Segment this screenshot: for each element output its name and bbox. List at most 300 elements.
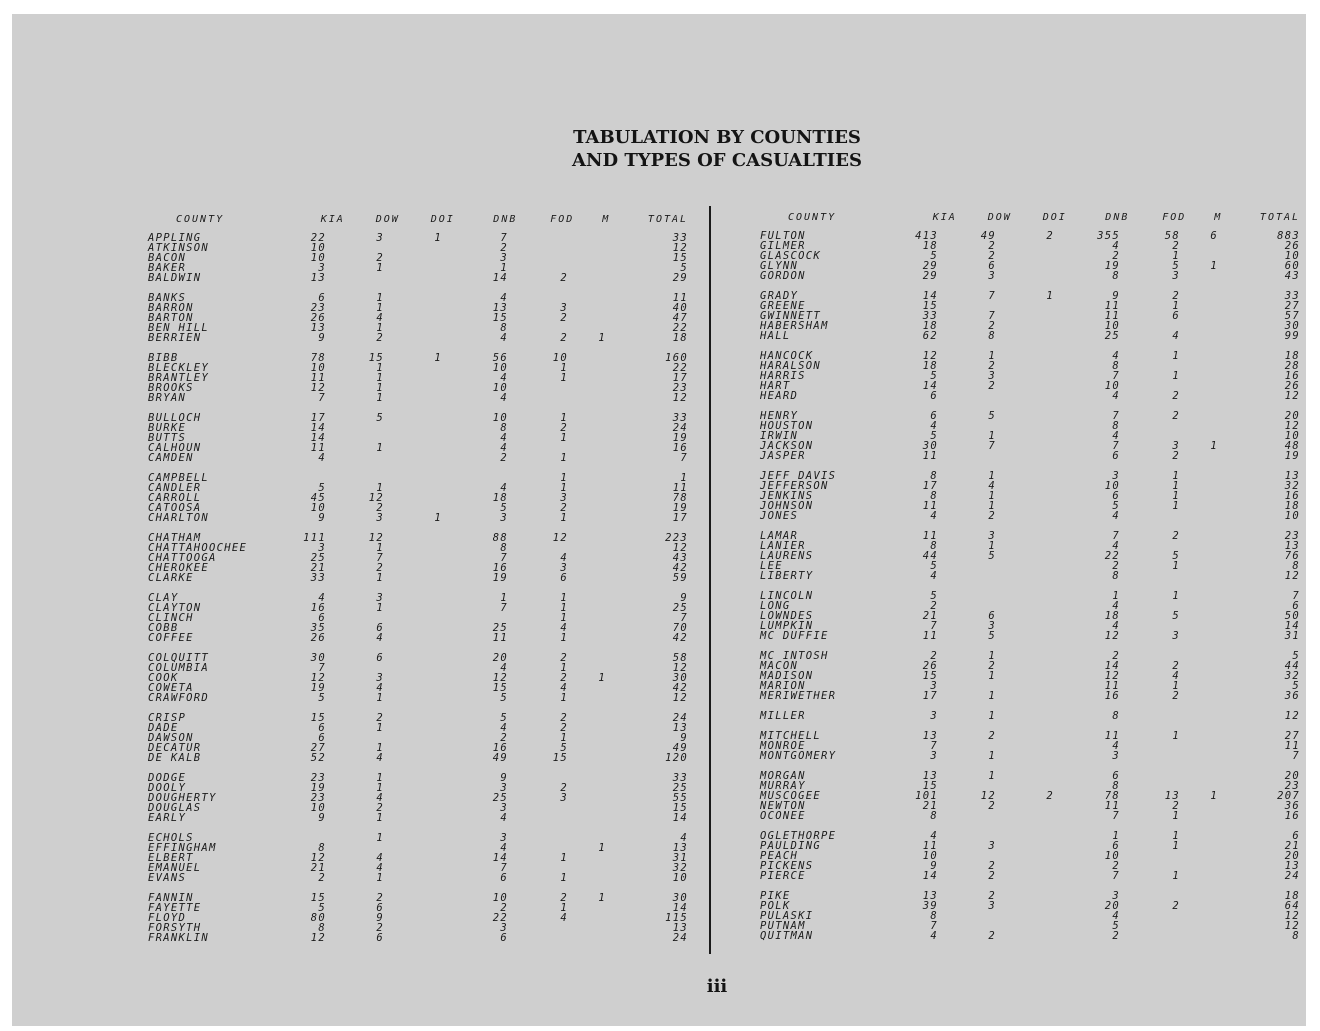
cell-dow: 7 [988, 290, 996, 302]
cell-kia: 12 [310, 382, 326, 394]
cell-dnb: 8 [500, 322, 508, 334]
cell-kia: 11 [310, 372, 326, 384]
cell-fod: 1 [1172, 300, 1180, 312]
table-row [148, 623, 688, 633]
cell-m [568, 443, 606, 453]
cell-dnb: 2 [1112, 650, 1120, 662]
cell-kia: 6 [318, 732, 326, 744]
cell-doi [996, 551, 1054, 561]
cell-m [1180, 751, 1218, 761]
column-header-kia: KIA [320, 214, 345, 225]
county-name: BARTON [148, 312, 194, 324]
cell-total: 7 [1292, 590, 1300, 602]
table-row [760, 781, 1300, 791]
cell-fod [508, 863, 568, 873]
cell-doi [996, 921, 1054, 931]
cell-dow: 1 [988, 670, 996, 682]
cell-doi [996, 571, 1054, 581]
cell-kia: 29 [922, 270, 938, 282]
cell-kia: 14 [922, 290, 938, 302]
table-row [760, 311, 1300, 321]
cell-total: 18 [1284, 890, 1300, 902]
cell-dnb: 3 [500, 922, 508, 934]
county-name: BLECKLEY [148, 362, 209, 374]
cell-dow: 1 [376, 392, 384, 404]
cell-dow: 2 [376, 802, 384, 814]
cell-kia: 19 [310, 782, 326, 794]
cell-total: 8 [1292, 930, 1300, 942]
cell-kia: 44 [922, 550, 938, 562]
cell-m [1180, 491, 1218, 501]
cell-fod: 2 [560, 332, 568, 344]
cell-fod: 1 [560, 412, 568, 424]
cell-dow [938, 911, 996, 921]
table-row [148, 393, 688, 403]
cell-total: 7 [680, 452, 688, 464]
cell-m: 1 [1210, 260, 1218, 272]
cell-fod [508, 933, 568, 943]
cell-dnb: 4 [1112, 430, 1120, 442]
cell-dnb: 56 [492, 352, 508, 364]
table-row [148, 293, 688, 303]
cell-dnb: 25 [1104, 330, 1120, 342]
cell-m [568, 503, 606, 513]
cell-doi [996, 511, 1054, 521]
cell-total: 4 [680, 832, 688, 844]
cell-m [568, 453, 606, 463]
cell-doi [384, 653, 442, 663]
cell-dow [938, 571, 996, 581]
column-header-total: TOTAL [1259, 212, 1301, 223]
cell-dnb: 14 [492, 852, 508, 864]
county-name: LIBERTY [760, 570, 814, 582]
cell-total: 43 [672, 552, 688, 564]
cell-kia: 7 [930, 920, 938, 932]
table-row [760, 411, 1300, 421]
cell-total: 20 [1284, 850, 1300, 862]
county-name: JEFF DAVIS [760, 470, 837, 482]
cell-total: 23 [1284, 780, 1300, 792]
cell-total: 26 [1284, 380, 1300, 392]
table-row [760, 511, 1300, 521]
county-name: LONG [760, 600, 791, 612]
cell-dnb: 12 [1104, 670, 1120, 682]
cell-doi [384, 563, 442, 573]
county-name: GRADY [760, 290, 799, 302]
cell-dow [938, 741, 996, 751]
cell-fod [1120, 771, 1180, 781]
county-name: CARROLL [148, 492, 202, 504]
county-group [760, 651, 1300, 701]
cell-fod: 1 [560, 592, 568, 604]
cell-m [1180, 481, 1218, 491]
table-row [760, 451, 1300, 461]
table-row [148, 893, 688, 903]
cell-fod: 3 [1172, 440, 1180, 452]
cell-total: 16 [1284, 810, 1300, 822]
cell-m [568, 493, 606, 503]
county-group [760, 591, 1300, 641]
table-row [148, 453, 688, 463]
cell-total: 12 [672, 662, 688, 674]
cell-fod: 3 [560, 562, 568, 574]
cell-dnb: 4 [1112, 350, 1120, 362]
cell-doi: 1 [434, 232, 442, 244]
cell-doi [996, 541, 1054, 551]
cell-dow [326, 733, 384, 743]
cell-kia: 15 [310, 712, 326, 724]
cell-fod: 1 [560, 612, 568, 624]
county-name: HOUSTON [760, 420, 814, 432]
cell-kia: 7 [318, 392, 326, 404]
cell-kia: 7 [930, 620, 938, 632]
table-row [760, 561, 1300, 571]
cell-dnb: 25 [492, 792, 508, 804]
county-name: EFFINGHAM [148, 842, 217, 854]
cell-kia: 6 [930, 410, 938, 422]
cell-m [1180, 771, 1218, 781]
cell-total: 42 [672, 632, 688, 644]
cell-m [1180, 691, 1218, 701]
cell-kia: 23 [310, 302, 326, 314]
cell-kia: 78 [310, 352, 326, 364]
cell-total: 5 [1292, 650, 1300, 662]
cell-kia: 33 [310, 572, 326, 584]
cell-m [1180, 841, 1218, 851]
cell-dow: 1 [376, 772, 384, 784]
cell-fod [508, 843, 568, 853]
cell-dnb: 1 [500, 592, 508, 604]
cell-dnb: 10 [1104, 480, 1120, 492]
cell-m [568, 543, 606, 553]
cell-total: 40 [672, 302, 688, 314]
cell-kia: 12 [310, 852, 326, 864]
county-name: CRISP [148, 712, 187, 724]
cell-m [1180, 711, 1218, 721]
table-row [148, 593, 688, 603]
cell-kia: 3 [930, 710, 938, 722]
county-name: DOUGHERTY [148, 792, 217, 804]
cell-dnb: 3 [500, 782, 508, 794]
cell-fod [508, 923, 568, 933]
cell-total: 10 [672, 872, 688, 884]
cell-dow: 1 [376, 362, 384, 374]
cell-dnb: 1 [1112, 830, 1120, 842]
cell-m [1180, 601, 1218, 611]
cell-fod [1120, 321, 1180, 331]
cell-dow [938, 681, 996, 691]
cell-kia: 2 [318, 872, 326, 884]
cell-dow: 1 [376, 602, 384, 614]
cell-dnb: 6 [1112, 490, 1120, 502]
cell-total: 32 [1284, 480, 1300, 492]
county-name: MARION [760, 680, 806, 692]
cell-total: 15 [672, 252, 688, 264]
cell-dnb: 4 [500, 442, 508, 454]
county-name: DOUGLAS [148, 802, 202, 814]
page-number: iii [706, 976, 728, 997]
cell-kia: 5 [930, 560, 938, 572]
table-row [148, 753, 688, 763]
cell-total: 17 [672, 372, 688, 384]
cell-fod [508, 233, 568, 243]
cell-m [568, 573, 606, 583]
table-row [148, 253, 688, 263]
cell-kia: 3 [318, 262, 326, 274]
cell-dow: 6 [376, 932, 384, 944]
cell-total: 70 [672, 622, 688, 634]
cell-kia: 2 [930, 600, 938, 612]
cell-kia: 4 [318, 452, 326, 464]
table-row [148, 783, 688, 793]
county-name: PEACH [760, 850, 799, 862]
cell-fod: 2 [1172, 390, 1180, 402]
cell-total: 23 [672, 382, 688, 394]
cell-doi [996, 391, 1054, 401]
cell-doi [384, 273, 442, 283]
cell-fod [508, 253, 568, 263]
cell-fod: 1 [560, 632, 568, 644]
cell-dnb: 16 [1104, 690, 1120, 702]
table-row [148, 603, 688, 613]
cell-dow [326, 433, 384, 443]
table-row [760, 261, 1300, 271]
cell-dnb: 7 [1112, 810, 1120, 822]
county-name: GILMER [760, 240, 806, 252]
cell-doi [996, 631, 1054, 641]
table-row [148, 723, 688, 733]
cell-m: 1 [1210, 440, 1218, 452]
cell-total: 49 [672, 742, 688, 754]
county-name: CATOOSA [148, 502, 202, 514]
cell-m [1180, 371, 1218, 381]
cell-kia: 6 [318, 292, 326, 304]
cell-total: 28 [1284, 360, 1300, 372]
cell-total: 25 [672, 782, 688, 794]
cell-dow [326, 273, 384, 283]
cell-dow: 1 [988, 750, 996, 762]
cell-fod: 3 [1172, 270, 1180, 282]
county-name: CAMPBELL [148, 472, 209, 484]
cell-m [568, 563, 606, 573]
county-name: HENRY [760, 410, 799, 422]
county-name: HABERSHAM [760, 320, 829, 332]
column-header-dnb: DNB [493, 214, 518, 225]
cell-dow: 2 [376, 562, 384, 574]
cell-dnb: 4 [1112, 540, 1120, 552]
county-name: POLK [760, 900, 791, 912]
cell-m [1180, 621, 1218, 631]
cell-total: 120 [665, 752, 688, 764]
county-name: FANNIN [148, 892, 194, 904]
cell-kia: 17 [310, 412, 326, 424]
cell-dnb: 8 [1112, 360, 1120, 372]
cell-dow: 3 [988, 370, 996, 382]
cell-dnb: 11 [1104, 730, 1120, 742]
cell-doi [384, 333, 442, 343]
cell-total: 48 [1284, 440, 1300, 452]
cell-dnb: 10 [1104, 320, 1120, 332]
county-group [760, 891, 1300, 941]
county-name: ATKINSON [148, 242, 209, 254]
cell-dow [938, 301, 996, 311]
cell-total: 13 [1284, 540, 1300, 552]
county-name: FAYETTE [148, 902, 202, 914]
county-name: COOK [148, 672, 179, 684]
cell-doi [996, 851, 1054, 861]
cell-total: 58 [672, 652, 688, 664]
cell-m [1180, 851, 1218, 861]
county-name: GLASCOCK [760, 250, 821, 262]
county-name: BRANTLEY [148, 372, 209, 384]
county-name: BUTTS [148, 432, 187, 444]
county-name: OGLETHORPE [760, 830, 837, 842]
table-row [760, 801, 1300, 811]
county-name: PIKE [760, 890, 791, 902]
title-line-2: AND TYPES OF CASUALTIES [572, 150, 862, 171]
cell-dow: 1 [988, 540, 996, 552]
cell-total: 26 [1284, 240, 1300, 252]
cell-total: 24 [672, 422, 688, 434]
cell-kia: 10 [310, 252, 326, 264]
county-name: MONROE [760, 740, 806, 752]
title-line-1: TABULATION BY COUNTIES [573, 127, 861, 148]
cell-dow: 2 [376, 332, 384, 344]
cell-kia: 15 [922, 300, 938, 312]
cell-dnb: 4 [500, 812, 508, 824]
cell-m [568, 693, 606, 703]
cell-kia: 11 [922, 530, 938, 542]
cell-doi [384, 363, 442, 373]
cell-m: 6 [1210, 230, 1218, 242]
cell-dow: 1 [376, 292, 384, 304]
cell-kia: 5 [930, 430, 938, 442]
county-group [760, 771, 1300, 821]
cell-fod [508, 263, 568, 273]
cell-dow: 9 [376, 912, 384, 924]
county-name: COFFEE [148, 632, 194, 644]
cell-total: 13 [1284, 470, 1300, 482]
cell-dow: 1 [376, 692, 384, 704]
column-header-m: M [1214, 212, 1223, 223]
cell-fod: 2 [560, 782, 568, 794]
cell-doi [996, 651, 1054, 661]
cell-kia: 12 [310, 932, 326, 944]
cell-kia: 12 [922, 350, 938, 362]
county-name: IRWIN [760, 430, 799, 442]
cell-kia: 18 [922, 240, 938, 252]
cell-dow: 2 [988, 510, 996, 522]
cell-kia: 9 [318, 812, 326, 824]
county-name: GREENE [760, 300, 806, 312]
cell-doi [384, 683, 442, 693]
cell-doi [384, 803, 442, 813]
county-group [148, 713, 688, 763]
cell-total: 17 [672, 512, 688, 524]
cell-fod: 4 [1172, 670, 1180, 682]
cell-dow: 49 [980, 230, 996, 242]
cell-doi [384, 263, 442, 273]
cell-total: 11 [1284, 740, 1300, 752]
cell-total: 160 [665, 352, 688, 364]
cell-m [568, 273, 606, 283]
cell-dow: 1 [376, 812, 384, 824]
table-row [148, 803, 688, 813]
county-name: COBB [148, 622, 179, 634]
county-name: PAULDING [760, 840, 821, 852]
cell-m [1180, 861, 1218, 871]
cell-total: 23 [1284, 530, 1300, 542]
cell-dow: 3 [988, 530, 996, 542]
cell-kia: 10 [922, 850, 938, 862]
cell-dnb: 19 [1104, 260, 1120, 272]
cell-total: 44 [1284, 660, 1300, 672]
cell-doi [996, 861, 1054, 871]
county-group [760, 291, 1300, 341]
cell-total: 57 [1284, 310, 1300, 322]
cell-doi: 2 [1046, 790, 1054, 802]
table-row [760, 791, 1300, 801]
cell-kia: 21 [310, 562, 326, 574]
table-row [760, 901, 1300, 911]
county-name: LANIER [760, 540, 806, 552]
table-row [148, 923, 688, 933]
cell-dow: 1 [988, 350, 996, 362]
cell-m [568, 913, 606, 923]
cell-doi [996, 441, 1054, 451]
table-row [760, 301, 1300, 311]
county-name: LAURENS [760, 550, 814, 562]
cell-dow [326, 613, 384, 623]
column-header-fod: FOD [1162, 212, 1187, 223]
table-header [760, 213, 1300, 223]
cell-dnb: 2 [500, 242, 508, 254]
cell-kia: 80 [310, 912, 326, 924]
cell-dnb: 16 [492, 562, 508, 574]
cell-total: 13 [1284, 860, 1300, 872]
table-row [760, 501, 1300, 511]
cell-dnb: 3 [1112, 470, 1120, 482]
cell-total: 33 [672, 412, 688, 424]
cell-kia: 14 [310, 422, 326, 434]
cell-fod: 2 [1172, 900, 1180, 912]
county-name: DECATUR [148, 742, 202, 754]
county-name: BACON [148, 252, 187, 264]
cell-total: 9 [680, 592, 688, 604]
cell-doi [384, 423, 442, 433]
cell-fod [1120, 541, 1180, 551]
cell-dnb: 8 [1112, 420, 1120, 432]
cell-dnb: 88 [492, 532, 508, 544]
document-page [12, 14, 1306, 1026]
cell-dow [938, 601, 996, 611]
cell-m [1180, 421, 1218, 431]
cell-dow: 7 [376, 552, 384, 564]
cell-dow: 3 [376, 232, 384, 244]
cell-fod [508, 773, 568, 783]
cell-kia: 7 [318, 662, 326, 674]
cell-total: 42 [672, 562, 688, 574]
cell-kia: 52 [310, 752, 326, 764]
cell-doi [384, 743, 442, 753]
cell-kia: 26 [922, 660, 938, 672]
cell-kia: 26 [310, 312, 326, 324]
cell-fod [508, 323, 568, 333]
cell-dnb: 8 [1112, 270, 1120, 282]
county-name: DE KALB [148, 752, 202, 764]
table-row [760, 391, 1300, 401]
cell-fod: 4 [1172, 330, 1180, 342]
